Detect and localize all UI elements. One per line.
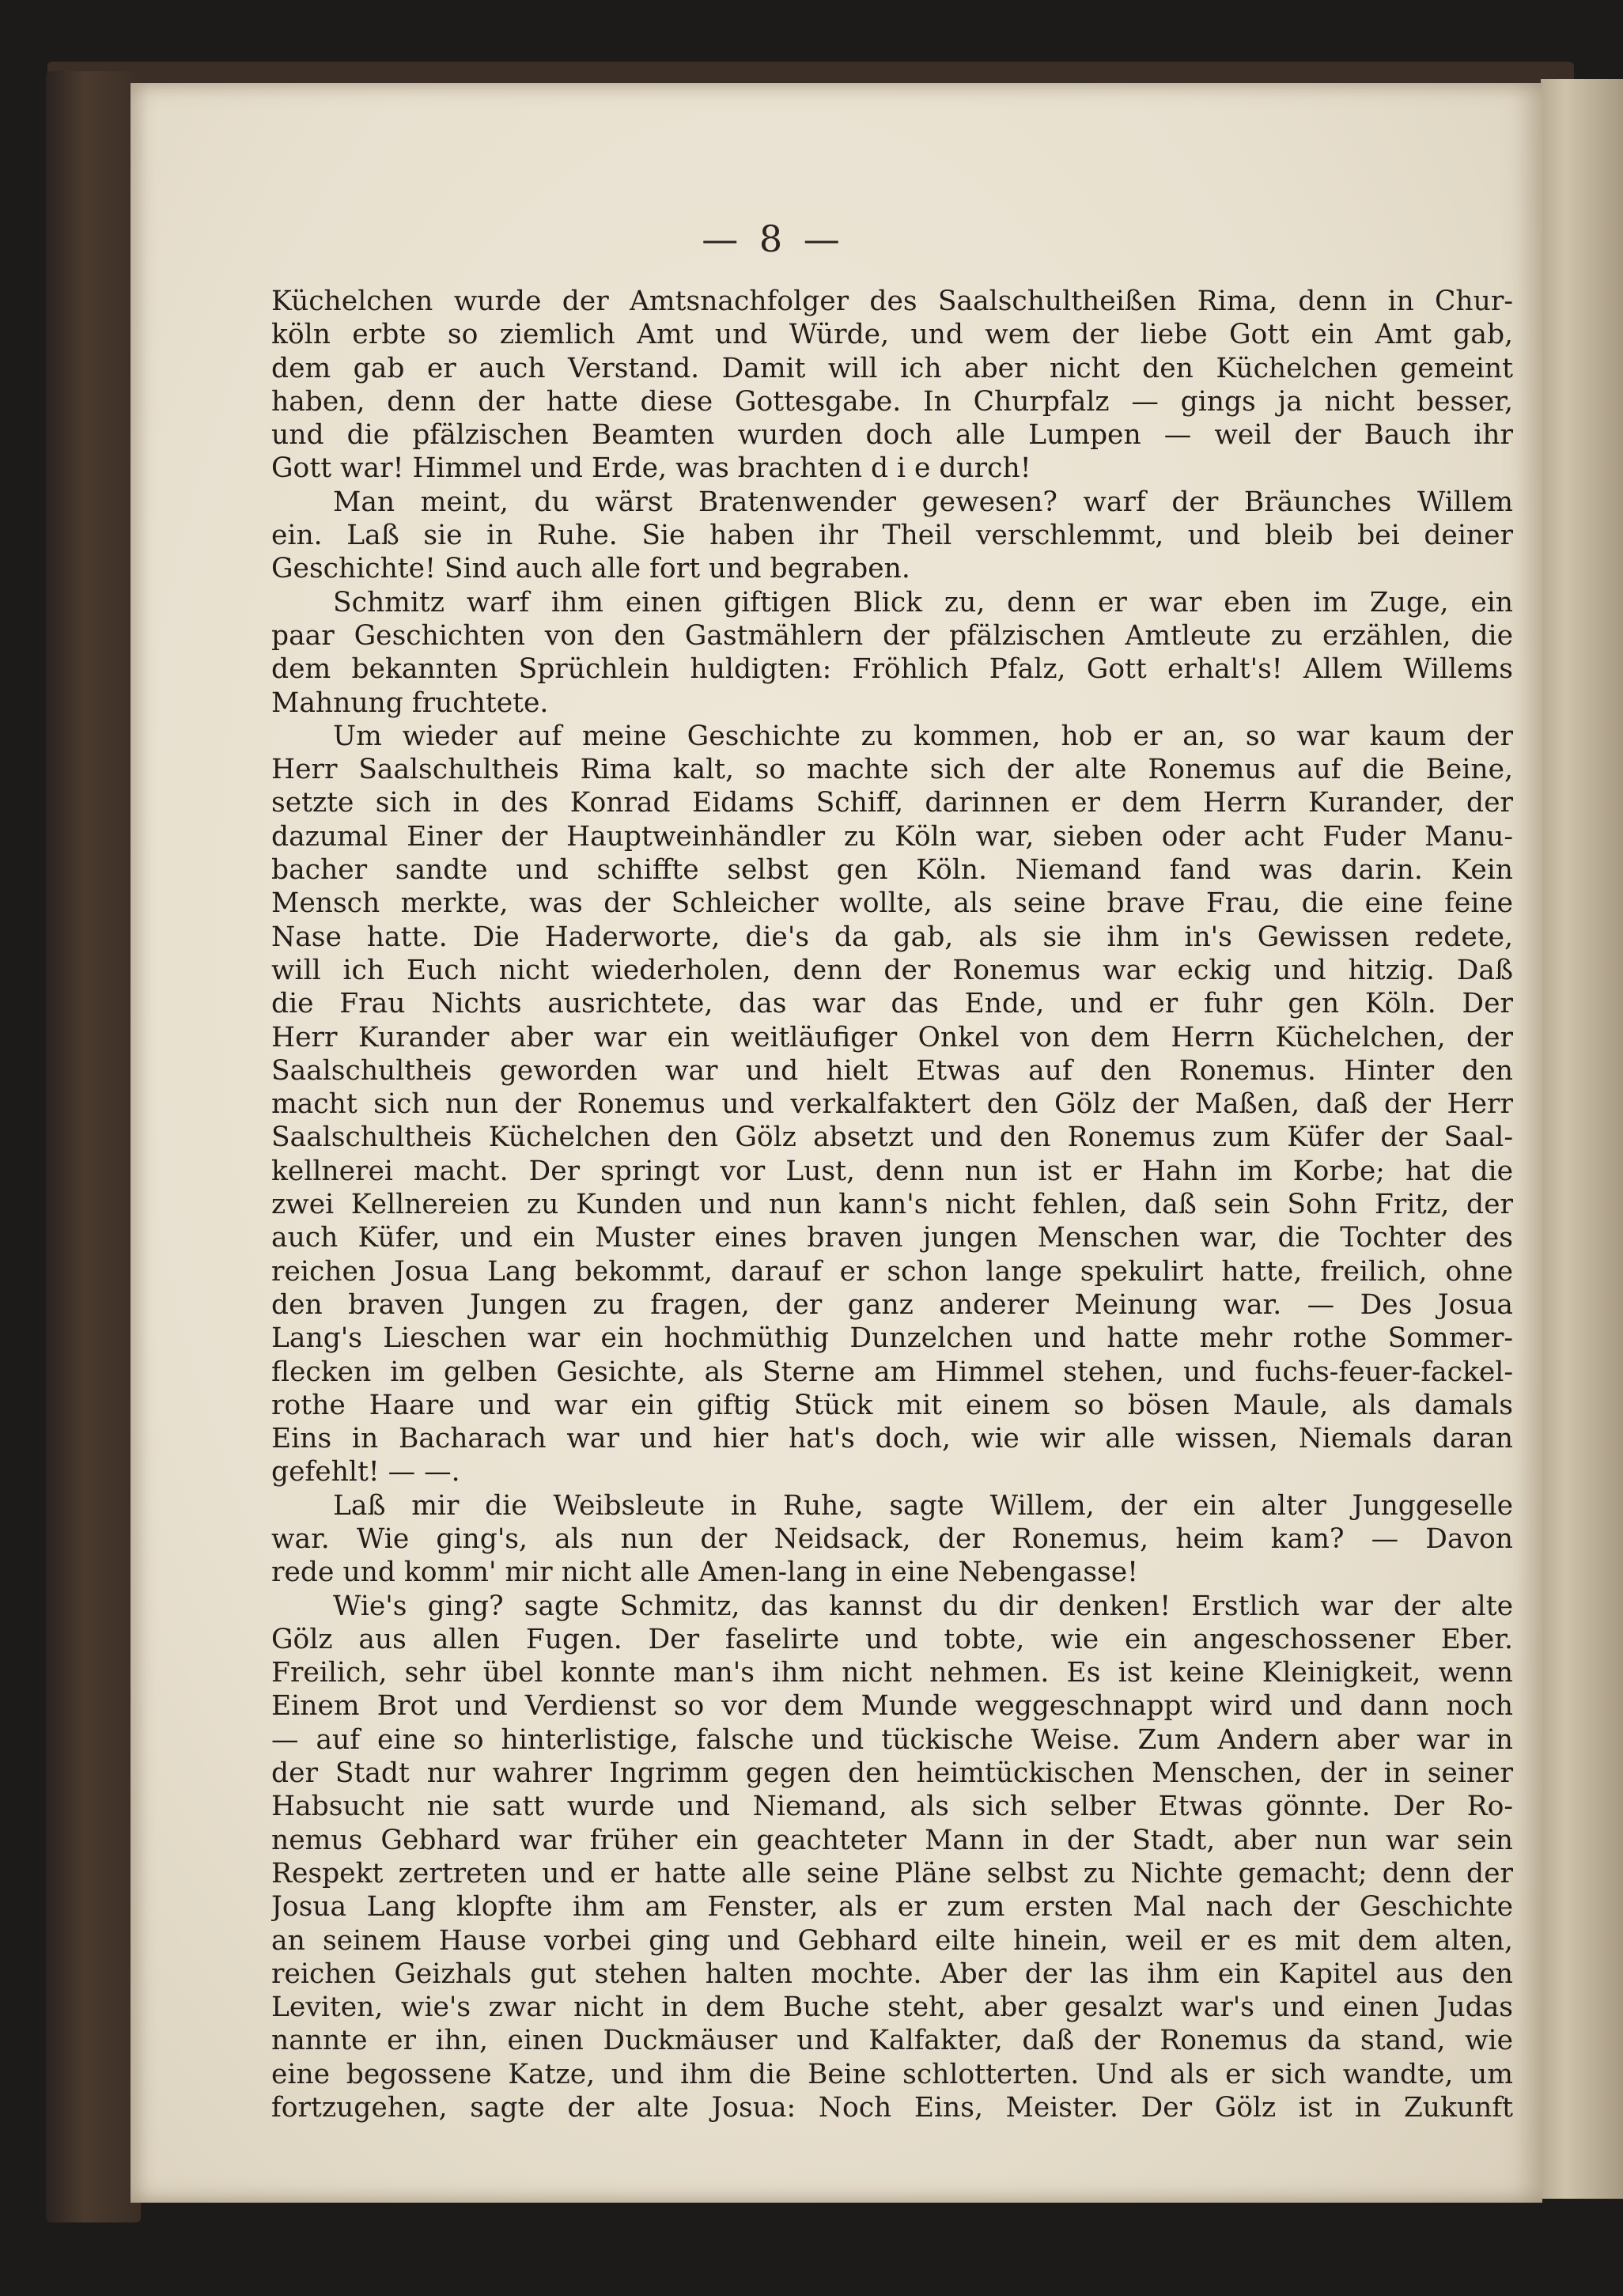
book-spine-left — [46, 71, 141, 2222]
text-line: dem bekannten Sprüchlein huldigten: Fröhlich Pfalz, Gott erhalt's! Allem Willems — [271, 653, 1513, 686]
book-page — [131, 83, 1542, 2203]
text-line: fortzugehen, sagte der alte Josua: Noch Eins, Meister. Der Gölz ist in Zukunft — [271, 2092, 1513, 2124]
text-line: flecken im gelben Gesichte, als Sterne am Himmel stehen, und fuchs-feuer-fackel- — [271, 1356, 1513, 1388]
text-line: Mensch merkte, was der Schleicher wollte, als seine brave Frau, die eine feine — [271, 887, 1513, 920]
text-line: Eins in Bacharach war und hier hat's doch, wie wir alle wissen, Niemals daran — [271, 1423, 1513, 1455]
text-line: Leviten, wie's zwar nicht in dem Buche steht, aber gesalzt war's und einen Judas — [271, 1992, 1513, 2024]
text-line: rothe Haare und war ein giftig Stück mit einem so bösen Maule, als damals — [271, 1389, 1513, 1421]
text-line: Wie's ging? sagte Schmitz, das kannst du dir denken! Erstlich war der alte — [333, 1590, 1513, 1622]
text-line: der Stadt nur wahrer Ingrimm gegen den heimtückischen Menschen, der in seiner — [271, 1757, 1513, 1790]
text-line: macht sich nun der Ronemus und verkalfaktert den Gölz der Maßen, daß der Herr — [271, 1088, 1513, 1121]
text-line: Saalschultheis geworden war und hielt Etwas auf den Ronemus. Hinter den — [271, 1054, 1513, 1087]
text-line: dazumal Einer der Hauptweinhändler zu Köln war, sieben oder acht Fuder Manu- — [271, 820, 1513, 853]
text-line: Gölz aus allen Fugen. Der faselirte und tobte, wie ein angeschossener Eber. — [271, 1623, 1513, 1655]
text-line: Man meint, du wärst Bratenwender gewesen? warf der Bräunches Willem — [333, 486, 1513, 518]
text-line: Josua Lang klopfte ihm am Fenster, als er zum ersten Mal nach der Geschichte — [271, 1891, 1513, 1923]
body-text — [271, 285, 1513, 2124]
text-line: war. Wie ging's, als nun der Neidsack, der Ronemus, heim kam? — Davon — [271, 1522, 1513, 1555]
text-line: will ich Euch nicht wiederholen, denn der Ronemus war eckig und hitzig. Daß — [271, 954, 1513, 986]
text-line: ein. Laß sie in Ruhe. Sie haben ihr Theil verschlemmt, und bleib bei deiner — [271, 520, 1513, 552]
text-line: Gott war! Himmel und Erde, was brachten d i e durch! — [271, 452, 1031, 485]
text-line: paar Geschichten von den Gastmählern der pfälzischen Amtleute zu erzählen, die — [271, 619, 1513, 652]
text-line: nemus Gebhard war früher ein geachteter Mann in der Stadt, aber nun war sein — [271, 1824, 1513, 1856]
text-line: reichen Geizhals gut stehen halten mochte. Aber der las ihm ein Kapitel aus den — [271, 1957, 1513, 1990]
text-line: Laß mir die Weibsleute in Ruhe, sagte Willem, der ein alter Junggeselle — [333, 1489, 1513, 1522]
text-line: Herr Kurander aber war ein weitläufiger Onkel von dem Herrn Küchelchen, der — [271, 1021, 1513, 1053]
text-line: an seinem Hause vorbei ging und Gebhard eilte hinein, weil er es mit dem alten, — [271, 1924, 1513, 1957]
text-line: haben, denn der hatte diese Gottesgabe. In Churpfalz — gings ja nicht besser, — [271, 385, 1513, 418]
text-line: Nase hatte. Die Haderworte, die's da gab, als sie ihm in's Gewissen redete, — [271, 921, 1513, 953]
text-line: eine begossene Katze, und ihm die Beine schlotterten. Und als er sich wandte, um — [271, 2058, 1513, 2090]
text-line: rede und komm' mir nicht alle Amen-lang in eine Nebengasse! — [271, 1557, 1139, 1589]
text-line: Saalschultheis Küchelchen den Gölz absetzt und den Ronemus zum Küfer der Saal- — [271, 1122, 1513, 1154]
text-line: Mahnung fruchtete. — [271, 687, 549, 719]
text-line: setzte sich in des Konrad Eidams Schiff, darinnen er dem Herrn Kurander, der — [271, 787, 1513, 819]
text-line: kellnerei macht. Der springt vor Lust, denn nun ist er Hahn im Korbe; hat die — [271, 1155, 1513, 1187]
text-line: reichen Josua Lang bekommt, darauf er schon lange spekulirt hatte, freilich, ohne — [271, 1255, 1513, 1288]
text-line: gefehlt! — —. — [271, 1456, 460, 1488]
text-line: köln erbte so ziemlich Amt und Würde, und wem der liebe Gott ein Amt gab, — [271, 319, 1513, 351]
page-number: — 8 — — [702, 217, 845, 260]
text-line: Einem Brot und Verdienst so vor dem Munde weggeschnappt wird und dann noch — [271, 1690, 1513, 1723]
text-line: Freilich, sehr übel konnte man's ihm nicht nehmen. Es ist keine Kleinigkeit, wenn — [271, 1657, 1513, 1689]
text-line: Lang's Lieschen war ein hochmüthig Dunzelchen und hatte mehr rothe Sommer- — [271, 1322, 1513, 1355]
text-line: und die pfälzischen Beamten wurden doch alle Lumpen — weil der Bauch ihr — [271, 419, 1513, 452]
text-line: bacher sandte und schiffte selbst gen Köln. Niemand fand was darin. Kein — [271, 854, 1513, 887]
text-line: den braven Jungen zu fragen, der ganz anderer Meinung war. — Des Josua — [271, 1288, 1513, 1321]
right-page-edge — [1541, 79, 1623, 2199]
text-line: nannte er ihn, einen Duckmäuser und Kalfakter, daß der Ronemus da stand, wie — [271, 2025, 1513, 2057]
text-line: — auf eine so hinterlistige, falsche und tückische Weise. Zum Andern aber war in — [271, 1723, 1513, 1756]
text-line: Küchelchen wurde der Amtsnachfolger des Saalschultheißen Rima, denn in Chur- — [271, 286, 1513, 317]
text-line: Geschichte! Sind auch alle fort und begraben. — [271, 553, 910, 585]
text-line: Herr Saalschultheis Rima kalt, so machte sich der alte Ronemus auf die Beine, — [271, 754, 1513, 786]
text-line: Um wieder auf meine Geschichte zu kommen, hob er an, so war kaum der — [333, 720, 1513, 752]
text-line: die Frau Nichts ausrichtete, das war das Ende, und er fuhr gen Köln. Der — [271, 988, 1513, 1020]
text-line: Habsucht nie satt wurde und Niemand, als sich selber Etwas gönnte. Der Ro- — [271, 1791, 1513, 1823]
text-line: dem gab er auch Verstand. Damit will ich aber nicht den Küchelchen gemeint — [271, 352, 1513, 384]
text-line: zwei Kellnereien zu Kunden und nun kann's nicht fehlen, daß sein Sohn Fritz, der — [271, 1189, 1513, 1221]
text-line: auch Küfer, und ein Muster eines braven jungen Menschen war, die Tochter des — [271, 1222, 1513, 1254]
text-line: Schmitz warf ihm einen giftigen Blick zu, denn er war eben im Zuge, ein — [333, 586, 1513, 618]
text-line: Respekt zertreten und er hatte alle seine Pläne selbst zu Nichte gemacht; denn der — [271, 1857, 1513, 1889]
